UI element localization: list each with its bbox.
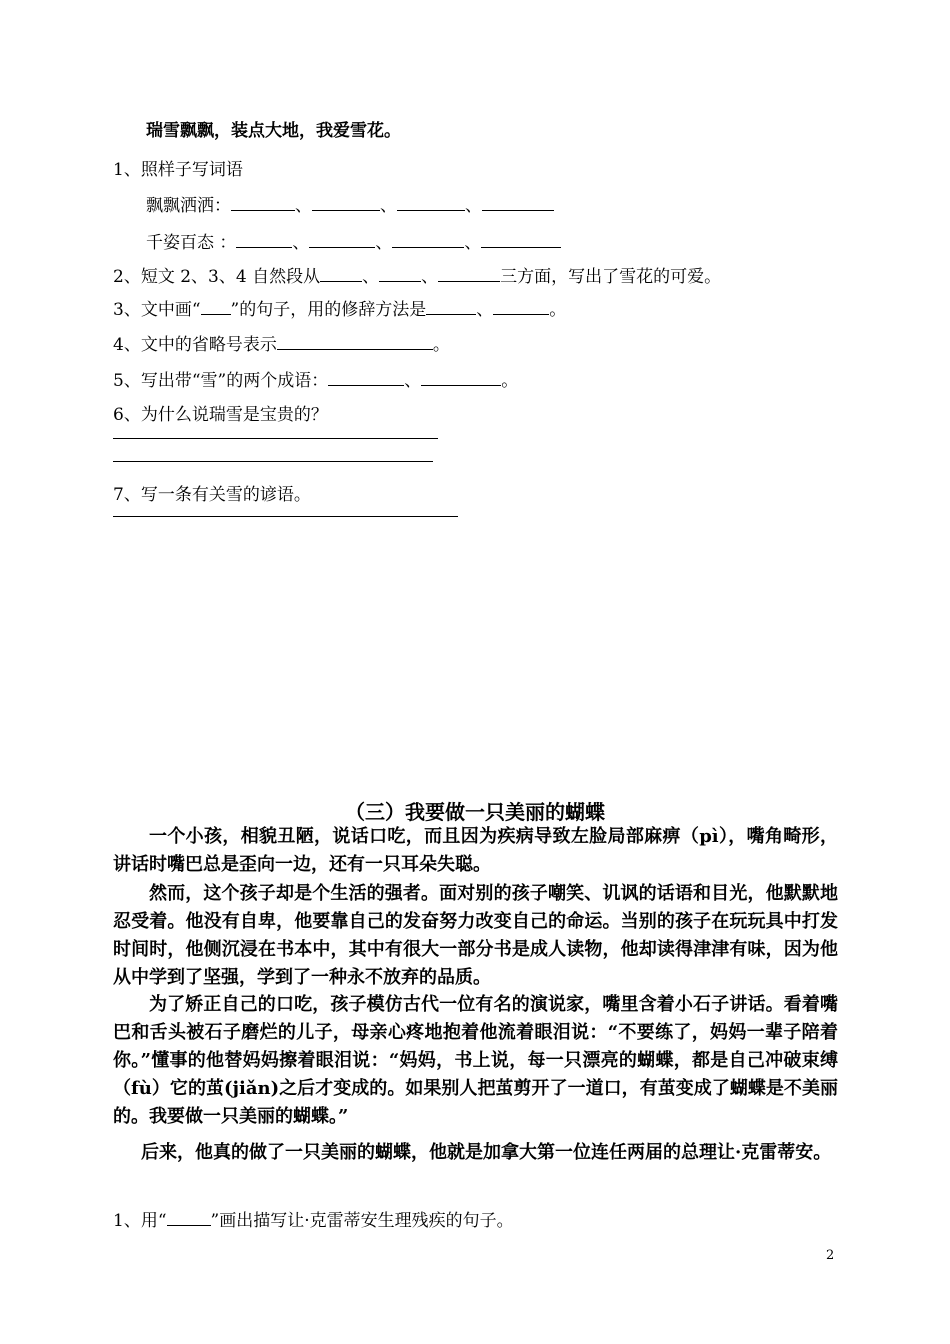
q1-row2-label: 千姿百态 ： (146, 233, 237, 253)
answer-blank[interactable] (236, 231, 292, 248)
answer-blank[interactable] (421, 369, 501, 386)
answer-blank[interactable] (328, 369, 404, 386)
answer-blank[interactable] (167, 1209, 211, 1226)
answer-blank[interactable] (426, 298, 476, 315)
top-sentence: 瑞雪飘飘，装点大地，我爱雪花。 (146, 121, 401, 141)
answer-blank[interactable] (379, 265, 421, 282)
answer-line[interactable] (113, 516, 458, 517)
answer-blank[interactable] (493, 298, 549, 315)
answer-blank[interactable] (481, 231, 561, 248)
answer-blank[interactable] (312, 194, 380, 211)
final-question: 1、用“ ”画出描写让·克雷蒂安生理残疾的句子。 (113, 1206, 514, 1231)
answer-blank[interactable] (231, 194, 295, 211)
answer-blank[interactable] (277, 333, 433, 350)
answer-blank[interactable] (320, 265, 362, 282)
q6: 6、为什么说瑞雪是宝贵的？ (113, 405, 328, 425)
q4: 4、文中的省略号表示 。 (113, 330, 450, 355)
q2: 2、短文 2、3、4 自然段从 、 、 三方面，写出了雪花的可爱。 (113, 262, 721, 287)
answer-blank[interactable] (482, 194, 554, 211)
q7: 7、写一条有关雪的谚语。 (113, 485, 311, 505)
answer-blank[interactable] (309, 231, 375, 248)
q5: 5、写出带“雪”的两个成语： 、 。 (113, 366, 518, 391)
answer-blank[interactable] (397, 194, 465, 211)
section-title: （三）我要做一只美丽的蝴蝶 (345, 800, 605, 824)
paragraph-1: 一个小孩，相貌丑陋，说话口吃，而且因为疾病导致左脸局部麻痹（pì），嘴角畸形，讲话时嘴巴总是歪向一边，还有一只耳朵失聪。 (113, 826, 838, 875)
q1-row1-label: 飘飘洒洒： (146, 196, 231, 216)
q1-row-1: 飘飘洒洒： 、 、 、 (146, 191, 554, 216)
paragraph-2: 然而，这个孩子却是个生活的强者。面对别的孩子嘲笑、讥讽的话语和目光，他默默地忍受着。他没有自卑，他要靠自己的发奋努力改变自己的命运。当别的孩子在玩玩具中打发时间时，他侧沉浸在书本中，其中有很大一部分书是成人读物，他却读得津津有味，因为他从中学到了坚强，学到了一种永不放弃的品质。 (113, 883, 838, 988)
answer-line[interactable] (113, 438, 438, 439)
answer-blank[interactable] (201, 298, 231, 315)
paragraph-3: 为了矫正自己的口吃，孩子模仿古代一位有名的演说家，嘴里含着小石子讲话。看着嘴巴和舌头被石子磨烂的儿子，母亲心疼地抱着他流着眼泪说：“不要练了，妈妈一辈子陪着你。”懂事的他替妈妈擦着眼泪说：“妈妈，书上说，每一只漂亮的蝴蝶，都是自己冲破束缚（fù）它的茧(jiǎn)之后才变成的。如果别人把茧剪开了一道口，有茧变成了蝴蝶是不美丽的。我要做一只美丽的蝴蝶。” (113, 994, 838, 1127)
q3: 3、文中画“ ”的句子，用的修辞方法是 、 。 (113, 295, 566, 320)
answer-blank[interactable] (392, 231, 464, 248)
page-number: 2 (826, 1248, 835, 1263)
q1-row-2: 千姿百态 ： 、 、 、 (146, 228, 561, 253)
q1-title: 1、照样子写词语 (113, 160, 243, 180)
answer-line[interactable] (113, 461, 433, 462)
paragraph-4: 后来，他真的做了一只美丽的蝴蝶，他就是加拿大第一位连任两届的总理让·克雷蒂安。 (141, 1142, 832, 1163)
answer-blank[interactable] (438, 265, 500, 282)
